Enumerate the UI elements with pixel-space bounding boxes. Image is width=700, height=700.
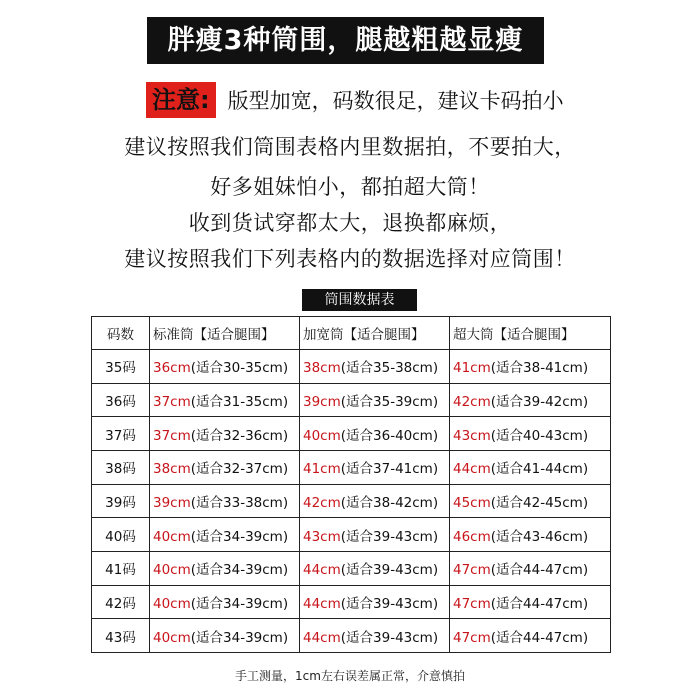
standard-cell xyxy=(150,551,300,585)
standard-circumference: 40cm xyxy=(153,562,191,579)
wide-fit-range: (适合35-39cm) xyxy=(340,393,439,410)
standard-cell xyxy=(150,383,300,417)
wide-cell xyxy=(300,350,450,384)
header-extra-wide: 超大筒【适合腿围】 xyxy=(450,317,611,350)
standard-cell xyxy=(150,450,300,484)
wide-circumference: 40cm xyxy=(303,427,341,444)
table-header-row xyxy=(92,317,611,350)
size-cell: 39码 xyxy=(92,484,150,518)
extra-wide-fit-range: (适合41-44cm) xyxy=(490,461,589,478)
wide-fit-range: (适合36-40cm) xyxy=(340,427,439,444)
wide-cell xyxy=(300,551,450,585)
extra-wide-circumference: 43cm xyxy=(453,427,491,444)
header-standard: 标准筒【适合腿围】 xyxy=(150,317,300,350)
extra-wide-circumference: 46cm xyxy=(453,528,491,545)
wide-cell xyxy=(300,450,450,484)
table-title: 筒围数据表 xyxy=(302,289,417,311)
advice-line-3: 收到货试穿都太大，退换都麻烦， xyxy=(188,211,512,235)
size-cell: 40码 xyxy=(92,518,150,552)
table-row xyxy=(92,585,611,619)
extra-wide-circumference: 41cm xyxy=(453,360,491,377)
size-cell: 43码 xyxy=(92,619,150,653)
extra-wide-fit-range: (适合44-47cm) xyxy=(490,629,589,646)
extra-wide-cell xyxy=(450,484,611,518)
extra-wide-fit-range: (适合40-43cm) xyxy=(490,427,589,444)
standard-fit-range: (适合32-37cm) xyxy=(190,461,289,478)
wide-fit-range: (适合35-38cm) xyxy=(340,360,439,377)
standard-cell xyxy=(150,518,300,552)
advice-line-2: 好多姐妹怕小，都拍超大筒！ xyxy=(210,175,490,199)
wide-fit-range: (适合38-42cm) xyxy=(340,494,439,511)
wide-fit-range: (适合39-43cm) xyxy=(340,595,439,612)
standard-fit-range: (适合33-38cm) xyxy=(190,494,289,511)
standard-circumference: 37cm xyxy=(153,427,191,444)
standard-circumference: 40cm xyxy=(153,629,191,646)
table-body xyxy=(92,350,611,653)
wide-circumference: 42cm xyxy=(303,494,341,511)
table-row xyxy=(92,383,611,417)
wide-cell xyxy=(300,518,450,552)
header-size: 码数 xyxy=(92,317,150,350)
extra-wide-cell xyxy=(450,551,611,585)
extra-wide-cell xyxy=(450,585,611,619)
title-banner: 胖瘦3种筒围，腿越粗越显瘦 xyxy=(147,17,544,64)
extra-wide-fit-range: (适合38-41cm) xyxy=(490,360,589,377)
extra-wide-circumference: 47cm xyxy=(453,629,491,646)
standard-circumference: 38cm xyxy=(153,461,191,478)
notice-tag: 注意: xyxy=(146,82,216,118)
standard-circumference: 40cm xyxy=(153,528,191,545)
extra-wide-circumference: 42cm xyxy=(453,393,491,410)
standard-fit-range: (适合34-39cm) xyxy=(190,629,289,646)
extra-wide-fit-range: (适合44-47cm) xyxy=(490,595,589,612)
wide-circumference: 44cm xyxy=(303,562,341,579)
standard-fit-range: (适合34-39cm) xyxy=(190,562,289,579)
standard-cell xyxy=(150,350,300,384)
extra-wide-cell xyxy=(450,450,611,484)
table-row xyxy=(92,619,611,653)
size-cell: 42码 xyxy=(92,585,150,619)
standard-fit-range: (适合34-39cm) xyxy=(190,528,289,545)
standard-cell xyxy=(150,619,300,653)
standard-cell xyxy=(150,417,300,451)
wide-circumference: 44cm xyxy=(303,595,341,612)
extra-wide-circumference: 44cm xyxy=(453,461,491,478)
standard-fit-range: (适合34-39cm) xyxy=(190,595,289,612)
table-row xyxy=(92,417,611,451)
table-row xyxy=(92,518,611,552)
size-cell: 37码 xyxy=(92,417,150,451)
advice-line-4: 建议按照我们下列表格内的数据选择对应筒围！ xyxy=(124,247,576,271)
table-row xyxy=(92,350,611,384)
notice-text: 版型加宽，码数很足，建议卡码拍小 xyxy=(227,89,564,113)
wide-fit-range: (适合39-43cm) xyxy=(340,629,439,646)
extra-wide-circumference: 45cm xyxy=(453,494,491,511)
standard-circumference: 39cm xyxy=(153,494,191,511)
extra-wide-cell xyxy=(450,417,611,451)
wide-circumference: 39cm xyxy=(303,393,341,410)
size-cell: 36码 xyxy=(92,383,150,417)
footer-note: 手工测量，1cm左右误差属正常，介意慎拍 xyxy=(235,669,465,683)
standard-fit-range: (适合32-36cm) xyxy=(190,427,289,444)
advice-line-1: 建议按照我们筒围表格内里数据拍，不要拍大， xyxy=(124,135,576,159)
extra-wide-cell xyxy=(450,619,611,653)
extra-wide-circumference: 47cm xyxy=(453,595,491,612)
standard-circumference: 40cm xyxy=(153,595,191,612)
size-table xyxy=(91,316,611,653)
standard-cell xyxy=(150,585,300,619)
extra-wide-cell xyxy=(450,518,611,552)
standard-circumference: 36cm xyxy=(153,360,191,377)
extra-wide-fit-range: (适合43-46cm) xyxy=(490,528,589,545)
standard-fit-range: (适合30-35cm) xyxy=(190,360,289,377)
wide-circumference: 41cm xyxy=(303,461,341,478)
wide-cell xyxy=(300,619,450,653)
standard-cell xyxy=(150,484,300,518)
wide-circumference: 43cm xyxy=(303,528,341,545)
wide-circumference: 44cm xyxy=(303,629,341,646)
table-row xyxy=(92,551,611,585)
size-cell: 38码 xyxy=(92,450,150,484)
wide-cell xyxy=(300,417,450,451)
wide-fit-range: (适合37-41cm) xyxy=(340,461,439,478)
extra-wide-circumference: 47cm xyxy=(453,562,491,579)
standard-fit-range: (适合31-35cm) xyxy=(190,393,289,410)
standard-circumference: 37cm xyxy=(153,393,191,410)
wide-fit-range: (适合39-43cm) xyxy=(340,528,439,545)
extra-wide-fit-range: (适合44-47cm) xyxy=(490,562,589,579)
notice-row xyxy=(146,82,564,118)
table-row xyxy=(92,484,611,518)
wide-cell xyxy=(300,585,450,619)
wide-fit-range: (适合39-43cm) xyxy=(340,562,439,579)
wide-cell xyxy=(300,383,450,417)
extra-wide-cell xyxy=(450,350,611,384)
wide-cell xyxy=(300,484,450,518)
size-cell: 35码 xyxy=(92,350,150,384)
header-wide: 加宽筒【适合腿围】 xyxy=(300,317,450,350)
size-cell: 41码 xyxy=(92,551,150,585)
extra-wide-fit-range: (适合42-45cm) xyxy=(490,494,589,511)
extra-wide-cell xyxy=(450,383,611,417)
wide-circumference: 38cm xyxy=(303,360,341,377)
extra-wide-fit-range: (适合39-42cm) xyxy=(490,393,589,410)
table-row xyxy=(92,450,611,484)
